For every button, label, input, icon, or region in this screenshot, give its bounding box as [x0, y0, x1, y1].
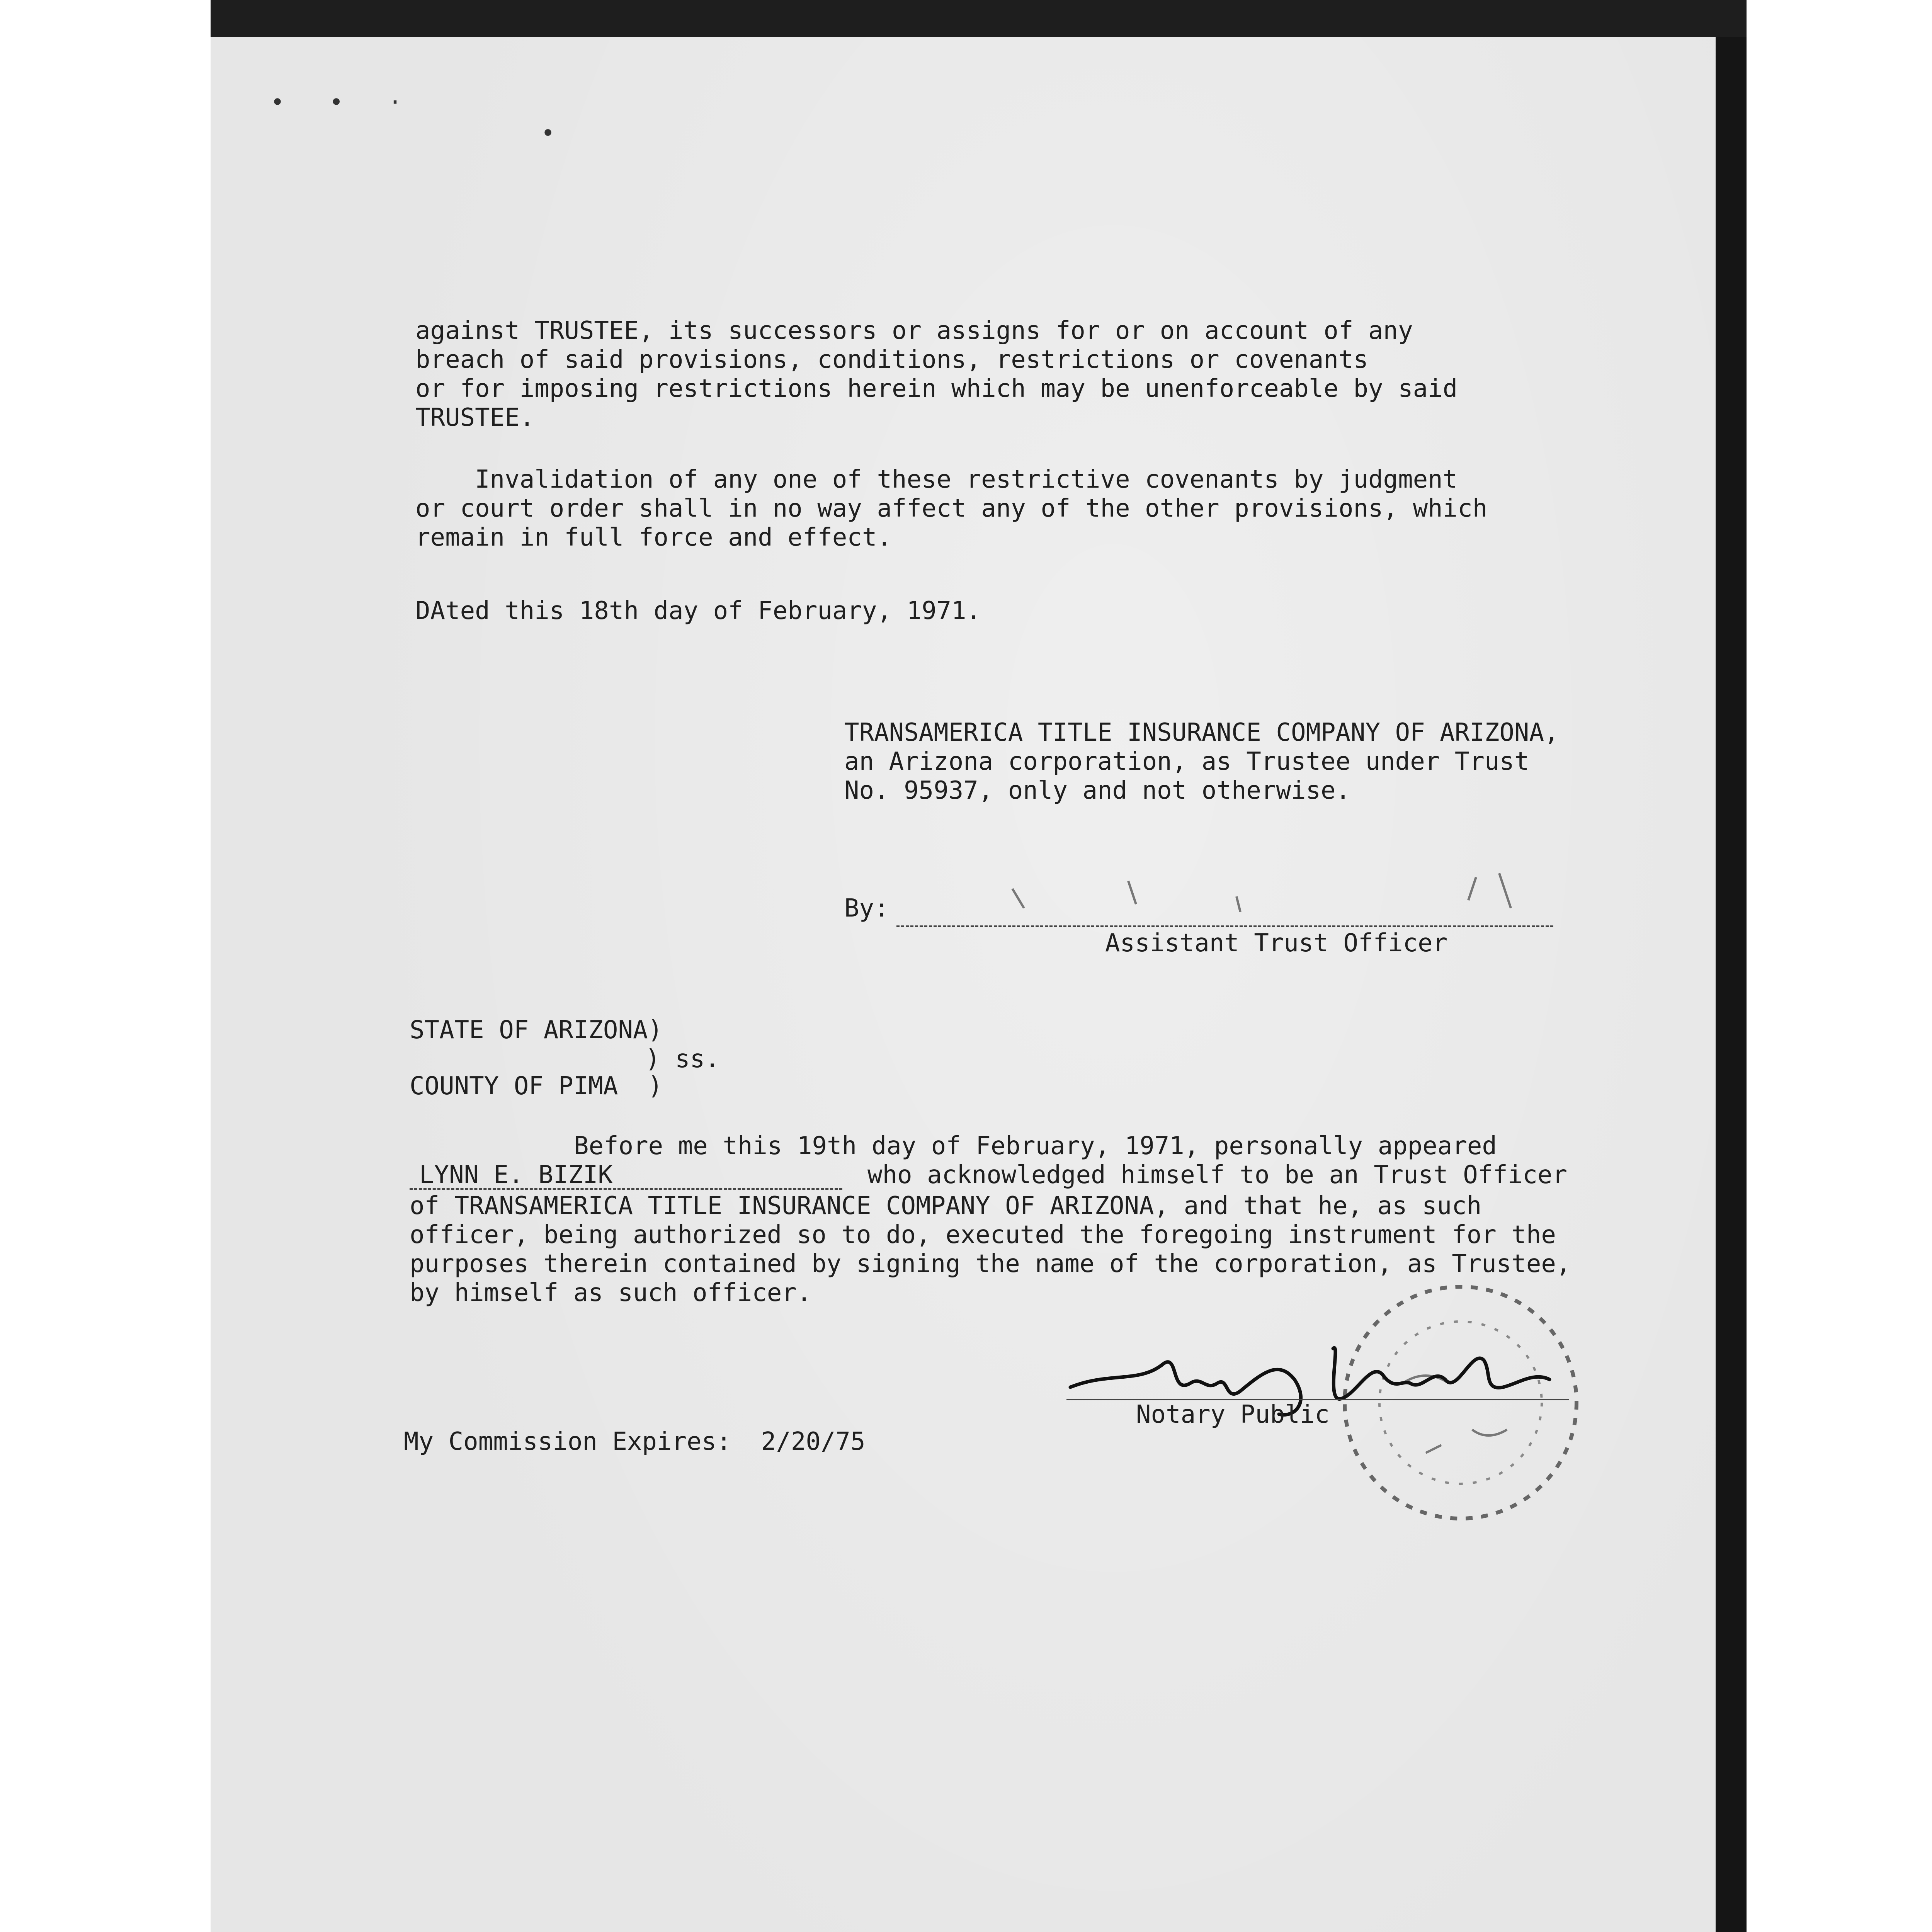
dated-line: DAted this 18th day of February, 1971. [415, 597, 981, 625]
ack-name-underline [410, 1188, 842, 1190]
ack-line6: by himself as such officer. [410, 1279, 812, 1307]
ack-line4: officer, being authorized so to do, executed the foregoing instrument for the [410, 1221, 1556, 1249]
trustee-line3: No. 95937, only and not otherwise. [844, 776, 1351, 805]
para1-line4: TRUSTEE. [415, 403, 535, 432]
trustee-line2: an Arizona corporation, as Trustee under Trust [844, 747, 1529, 776]
ack-line3: of TRANSAMERICA TITLE INSURANCE COMPANY OF ARIZONA, and that he, as such [410, 1192, 1482, 1220]
stray-marks: • • · [270, 89, 418, 116]
commission-expires: My Commission Expires: 2/20/75 [404, 1427, 866, 1456]
assistant-trust-officer-title: Assistant Trust Officer [1105, 929, 1448, 957]
by-label: By: [844, 894, 889, 923]
venue-county: COUNTY OF PIMA ) [410, 1072, 663, 1100]
trustee-line1: TRANSAMERICA TITLE INSURANCE COMPANY OF ARIZONA, [844, 718, 1559, 747]
left-margin [0, 0, 211, 1932]
ack-line2: who acknowledged himself to be an Trust Officer [867, 1161, 1567, 1189]
para1-line3: or for imposing restrictions herein which may be unenforceable by said [415, 374, 1458, 403]
para2-line3: remain in full force and effect. [415, 523, 892, 552]
scan-top-edge [211, 0, 1747, 37]
notary-public-title: Notary Public [1136, 1400, 1330, 1429]
stray-mark: • [541, 120, 571, 147]
right-margin [1747, 0, 1932, 1932]
para2-line1: Invalidation of any one of these restrictive covenants by judgment [415, 465, 1458, 494]
para1-line1: against TRUSTEE, its successors or assigns for or on account of any [415, 316, 1413, 345]
venue-state: STATE OF ARIZONA) [410, 1016, 663, 1044]
scan-right-edge [1716, 37, 1747, 1932]
ack-line5: purposes therein contained by signing the name of the corporation, as Trustee, [410, 1250, 1571, 1278]
faint-signature [966, 866, 1546, 927]
para2-line2: or court order shall in no way affect any of the other provisions, which [415, 494, 1488, 523]
ack-line1: Before me this 19th day of February, 1971, personally appeared [574, 1132, 1497, 1160]
venue-ss: ) ss. [645, 1045, 720, 1073]
ack-name: LYNN E. BIZIK [419, 1161, 613, 1189]
para1-line2: breach of said provisions, conditions, restrictions or covenants [415, 345, 1368, 374]
